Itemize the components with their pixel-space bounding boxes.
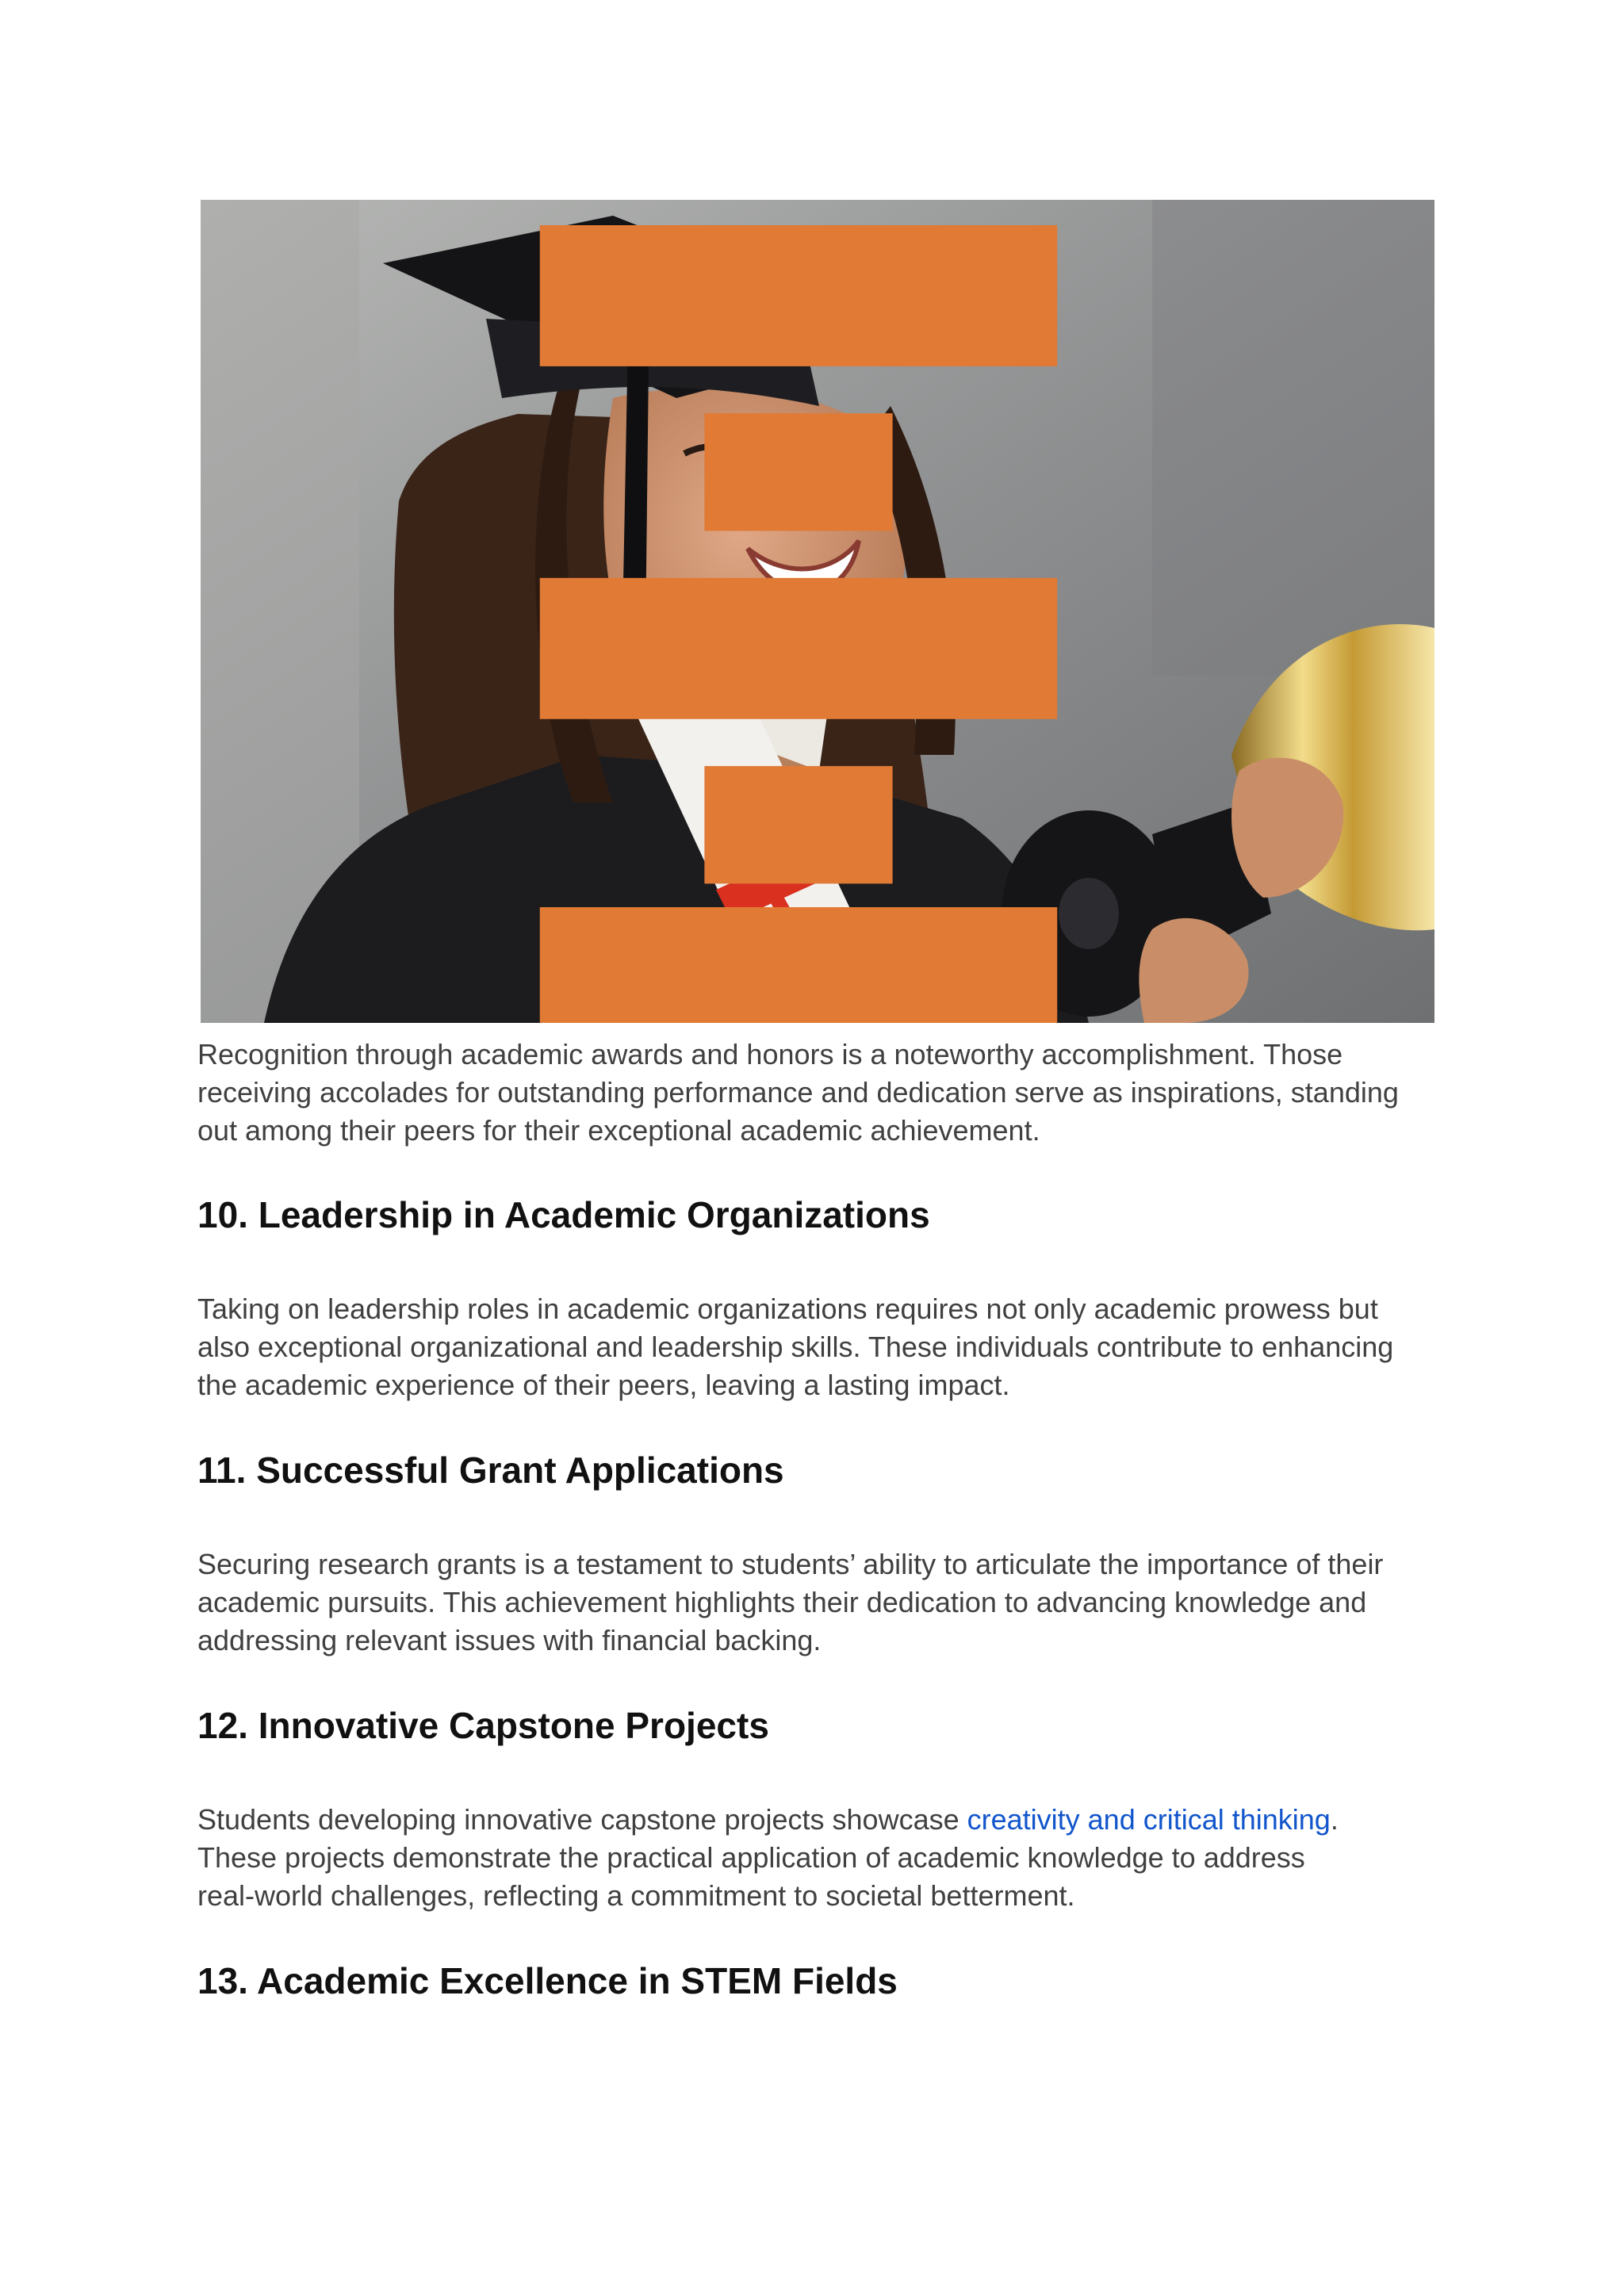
brand-logo-icon xyxy=(201,225,1415,1023)
caption-line: out among their peers for their exceptional academic achievement. xyxy=(197,1114,1040,1147)
paragraph-line: academic pursuits. This achievement highlights their dedication to advancing knowledge and xyxy=(197,1586,1367,1618)
paragraph-line: the academic experience of their peers, leaving a lasting impact. xyxy=(197,1369,1010,1401)
paragraph-line: Taking on leadership roles in academic organizations requires not only academic prowess but xyxy=(197,1293,1378,1325)
section-paragraph-capstone xyxy=(197,1801,1450,1915)
paragraph-line: also exceptional organizational and leadership skills. These individuals contribute to enhancing xyxy=(197,1331,1394,1363)
creativity-critical-thinking-link[interactable]: creativity and critical thinking xyxy=(967,1803,1331,1836)
section-paragraph-grants xyxy=(197,1545,1450,1660)
paragraph-text: . xyxy=(1330,1803,1339,1836)
paragraph-text: Students developing innovative capstone projects showcase xyxy=(197,1803,967,1836)
graduate-with-trophy-photo xyxy=(201,200,1434,1023)
paragraph-line: real-world challenges, reflecting a commitment to societal betterment. xyxy=(197,1879,1075,1912)
paragraph-line: Securing research grants is a testament to students’ ability to articulate the importance of their xyxy=(197,1548,1384,1580)
section-heading-capstone: 12. Innovative Capstone Projects xyxy=(197,1705,769,1746)
section-heading-stem: 13. Academic Excellence in STEM Fields xyxy=(197,1960,898,2001)
caption-line: Recognition through academic awards and honors is a noteworthy accomplishment. Those xyxy=(197,1038,1343,1070)
section-heading-grants: 11. Successful Grant Applications xyxy=(197,1450,784,1491)
photo-caption xyxy=(197,1036,1450,1150)
section-heading-leadership: 10. Leadership in Academic Organizations xyxy=(197,1194,930,1235)
paragraph-line: These projects demonstrate the practical application of academic knowledge to address xyxy=(197,1841,1305,1874)
paragraph-line xyxy=(197,1801,1450,1839)
paragraph-line: addressing relevant issues with financial backing. xyxy=(197,1624,822,1656)
caption-line: receiving accolades for outstanding performance and dedication serve as inspirations, standing xyxy=(197,1076,1399,1109)
section-paragraph-leadership xyxy=(197,1290,1450,1404)
